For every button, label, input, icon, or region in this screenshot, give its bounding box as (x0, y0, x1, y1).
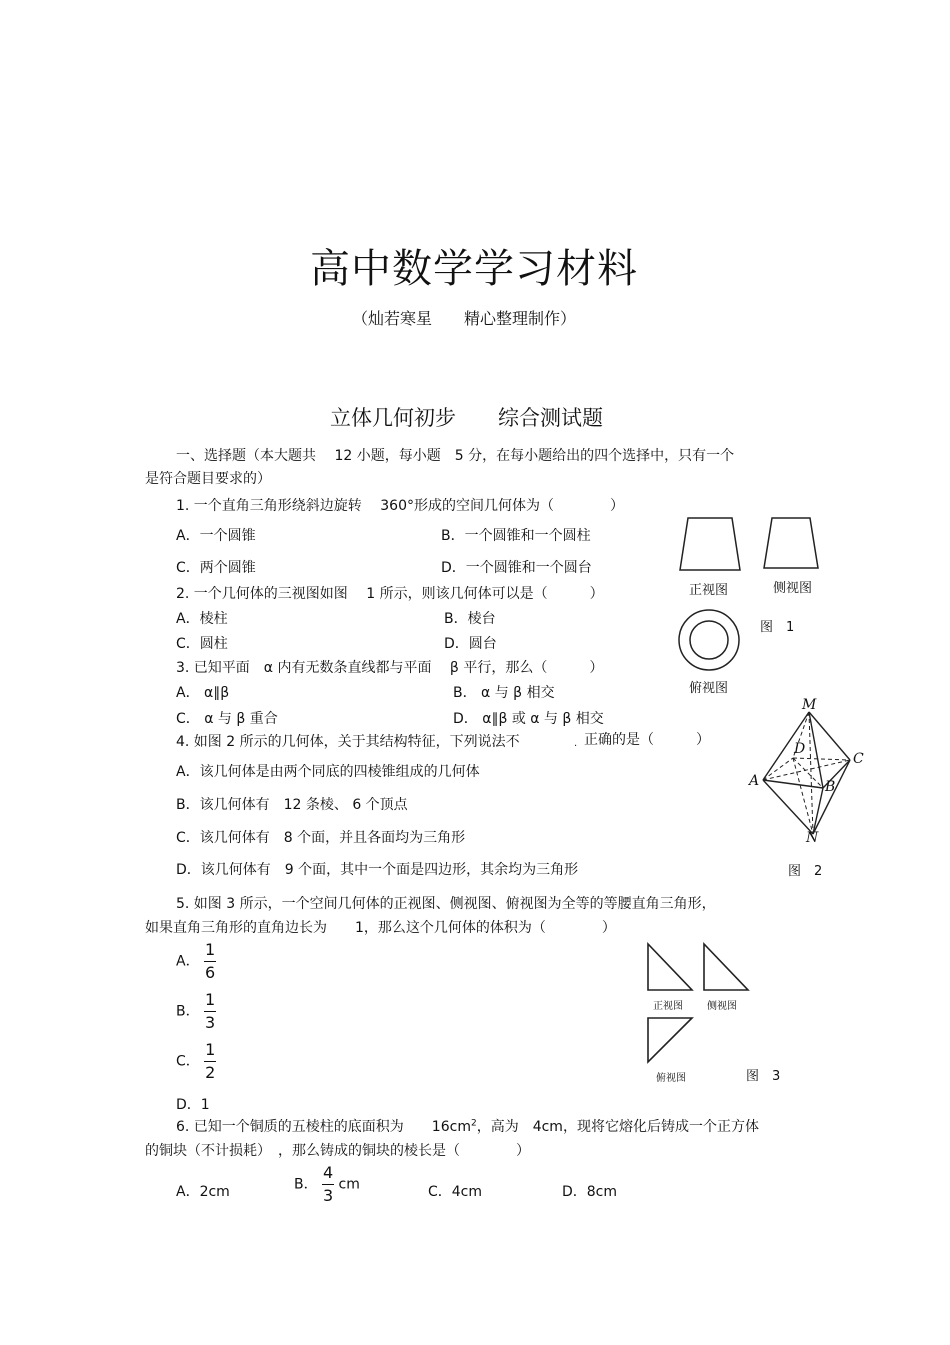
vertex-label-d: D (794, 741, 806, 757)
q5-option-d: D．1 (176, 1097, 210, 1113)
denominator: 3 (204, 1013, 216, 1032)
q6-option-c: C．4cm (428, 1184, 483, 1200)
q1-option-c: C．两个圆锥 (176, 560, 256, 576)
intro-line-2: 是符合题目要求的） (145, 471, 271, 487)
q5-option-c (176, 1042, 216, 1081)
unit: cm (338, 1176, 360, 1193)
q3-option-c: C． α 与 β 重合 (176, 711, 278, 727)
top-view-triangle (648, 1018, 692, 1062)
superscript: 2 (470, 1118, 477, 1129)
q2-stem: 2. 一个几何体的三视图如图 1 所示，则该几何体可以是（ ） (176, 586, 604, 602)
q3-option-d: D． α∥β 或 α 与 β 相交 (453, 711, 604, 727)
q4-stem-b: 正确的是（ ） (584, 732, 710, 748)
q5-option-c-label: C． (176, 1053, 200, 1070)
denominator: 6 (204, 963, 216, 982)
vertex-label-n: N (806, 830, 819, 846)
figure-1-top-label: 俯视图 (689, 681, 729, 696)
denominator: 3 (322, 1186, 334, 1205)
q1-option-b: B．一个圆锥和一个圆柱 (441, 528, 591, 544)
vertex-label-m: M (802, 697, 817, 713)
q2-option-c: C．圆柱 (176, 636, 228, 652)
q2-option-a: A．棱柱 (176, 611, 228, 627)
vertex-label-c: C (853, 751, 864, 767)
figure-3-top-label: 俯视图 (656, 1073, 686, 1084)
document-title: 高中数学学习材料 (310, 246, 638, 292)
fraction (204, 942, 216, 981)
q2-option-d: D．圆台 (444, 636, 497, 652)
top-view-inner-circle (690, 621, 728, 659)
q3-option-a: A． α∥β (176, 685, 230, 701)
figure-3-side-label: 侧视图 (707, 1001, 737, 1012)
q6-option-b-label: B． (294, 1176, 318, 1193)
q5-option-a-label: A． (176, 953, 200, 970)
numerator: 4 (322, 1163, 334, 1182)
document-subtitle: （灿若寒星 精心整理制作） (352, 309, 577, 328)
q6-stem-part: ，高为 4cm，现将它熔化后铸成一个正方体 (476, 1119, 759, 1135)
q4-option-b: B．该几何体有 12 条棱、 6 个顶点 (176, 797, 408, 813)
q5-option-a (176, 942, 216, 981)
q6-option-a: A．2cm (176, 1184, 230, 1200)
side-view-trapezoid (764, 518, 818, 568)
figure-2-caption: 图 2 (788, 864, 823, 879)
fraction (204, 992, 216, 1031)
q3-stem: 3. 已知平面 α 内有无数条直线都与平面 β 平行，那么（ ） (176, 660, 604, 676)
figure-1-front-label: 正视图 (689, 583, 729, 598)
q5-option-b (176, 992, 216, 1031)
figure-1-side-label: 侧视图 (773, 581, 813, 596)
front-view-trapezoid (680, 518, 740, 570)
top-view-outer-circle (679, 610, 739, 670)
q6-option-d: D．8cm (562, 1184, 618, 1200)
numerator: 1 (204, 940, 216, 959)
vertex-label-b: B (825, 779, 836, 795)
figure-2-octahedron (745, 700, 875, 850)
q6-option-b (294, 1165, 360, 1204)
fraction (322, 1165, 334, 1204)
q4-stem-a: 4. 如图 2 所示的几何体，关于其结构特征，下列说法不 (176, 734, 520, 750)
front-view-triangle (648, 944, 692, 990)
q5-stem-line-2: 如果直角三角形的直角边长为 1，那么这个几何体的体积为（ ） (145, 920, 616, 936)
q3-option-b: B． α 与 β 相交 (453, 685, 555, 701)
intro-line-1: 一、选择题（本大题共 12 小题，每小题 5 分，在每小题给出的四个选择中，只有一个 (176, 448, 735, 464)
emphasis-dot: . (574, 738, 578, 749)
q6-stem-line-1 (176, 1116, 759, 1136)
figure-3-front-label: 正视图 (653, 1001, 683, 1012)
q6-stem-part: 6. 已知一个铜质的五棱柱的底面积为 16cm (176, 1119, 471, 1135)
figure-3-caption: 图 3 (746, 1069, 781, 1084)
section-title: 立体几何初步 综合测试题 (330, 406, 603, 430)
q2-option-b: B．棱台 (444, 611, 496, 627)
numerator: 1 (205, 1040, 216, 1059)
numerator: 1 (204, 990, 216, 1009)
q1-stem: 1. 一个直角三角形绕斜边旋转 360°形成的空间几何体为（ ） (176, 498, 624, 514)
q1-option-a: A．一个圆锥 (176, 528, 256, 544)
vertex-label-a: A (749, 773, 760, 789)
figure-1-caption: 图 1 (760, 620, 795, 635)
denominator: 2 (205, 1063, 216, 1082)
q4-option-a: A．该几何体是由两个同底的四棱锥组成的几何体 (176, 764, 480, 780)
q5-option-b-label: B． (176, 1003, 200, 1020)
fraction (204, 1042, 216, 1081)
q4-option-c: C．该几何体有 8 个面，并且各面均为三角形 (176, 830, 466, 846)
side-view-triangle (704, 944, 748, 990)
q4-option-d: D．该几何体有 9 个面，其中一个面是四边形，其余均为三角形 (176, 862, 579, 878)
q5-stem-line-1: 5. 如图 3 所示，一个空间几何体的正视图、侧视图、俯视图为全等的等腰直角三角形， (176, 896, 716, 912)
figure-1-three-views (670, 510, 830, 700)
q1-option-d: D．一个圆锥和一个圆台 (441, 560, 592, 576)
q6-stem-line-2: 的铜块（不计损耗） ，那么铸成的铜块的棱长是（ ） (145, 1143, 530, 1159)
